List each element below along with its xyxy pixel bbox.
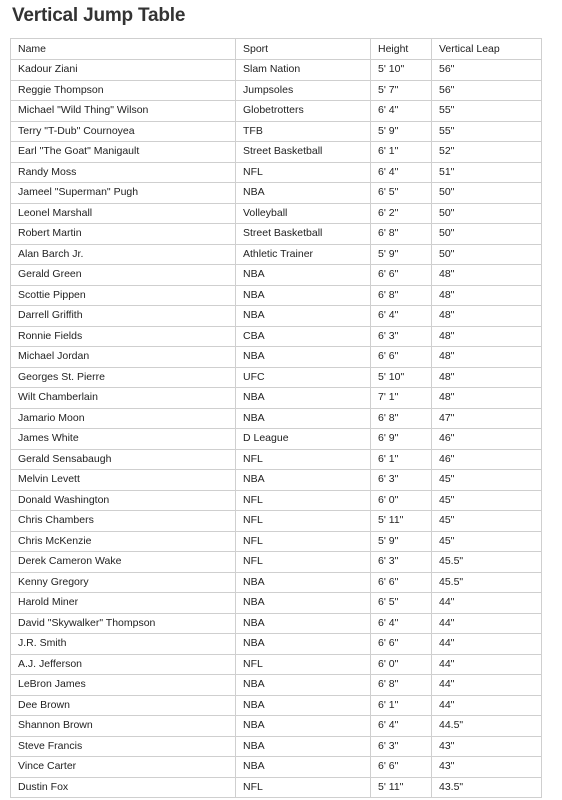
table-row bbox=[11, 634, 542, 655]
cell-height: 6' 4" bbox=[371, 162, 432, 183]
cell-height: 6' 4" bbox=[371, 613, 432, 634]
cell-sport: NBA bbox=[236, 675, 371, 696]
cell-vertical-leap: 50" bbox=[432, 183, 542, 204]
cell-vertical-leap: 45" bbox=[432, 531, 542, 552]
cell-vertical-leap: 46" bbox=[432, 429, 542, 450]
table-row bbox=[11, 757, 542, 778]
cell-sport: NBA bbox=[236, 716, 371, 737]
cell-name: Kadour Ziani bbox=[11, 60, 236, 81]
cell-name: David "Skywalker" Thompson bbox=[11, 613, 236, 634]
cell-height: 6' 3" bbox=[371, 736, 432, 757]
cell-sport: NFL bbox=[236, 449, 371, 470]
table-row bbox=[11, 265, 542, 286]
table-row bbox=[11, 60, 542, 81]
cell-vertical-leap: 50" bbox=[432, 244, 542, 265]
table-row bbox=[11, 101, 542, 122]
cell-height: 6' 0" bbox=[371, 490, 432, 511]
cell-name: Michael "Wild Thing" Wilson bbox=[11, 101, 236, 122]
cell-sport: Street Basketball bbox=[236, 224, 371, 245]
cell-name: Wilt Chamberlain bbox=[11, 388, 236, 409]
cell-name: James White bbox=[11, 429, 236, 450]
table-row bbox=[11, 675, 542, 696]
cell-name: Ronnie Fields bbox=[11, 326, 236, 347]
cell-sport: NFL bbox=[236, 531, 371, 552]
cell-height: 6' 6" bbox=[371, 757, 432, 778]
cell-height: 6' 9" bbox=[371, 429, 432, 450]
table-row bbox=[11, 593, 542, 614]
cell-height: 5' 9" bbox=[371, 531, 432, 552]
table-row bbox=[11, 183, 542, 204]
table-row bbox=[11, 367, 542, 388]
cell-height: 6' 1" bbox=[371, 142, 432, 163]
table-row bbox=[11, 306, 542, 327]
cell-height: 6' 5" bbox=[371, 593, 432, 614]
cell-sport: NBA bbox=[236, 388, 371, 409]
cell-name: LeBron James bbox=[11, 675, 236, 696]
cell-sport: NFL bbox=[236, 552, 371, 573]
cell-height: 5' 7" bbox=[371, 80, 432, 101]
table-row bbox=[11, 121, 542, 142]
cell-height: 5' 10" bbox=[371, 60, 432, 81]
table-row bbox=[11, 470, 542, 491]
cell-vertical-leap: 48" bbox=[432, 326, 542, 347]
cell-height: 5' 9" bbox=[371, 244, 432, 265]
cell-sport: NBA bbox=[236, 572, 371, 593]
cell-vertical-leap: 45" bbox=[432, 511, 542, 532]
cell-sport: Globetrotters bbox=[236, 101, 371, 122]
cell-sport: NBA bbox=[236, 593, 371, 614]
table-row bbox=[11, 142, 542, 163]
cell-height: 6' 6" bbox=[371, 265, 432, 286]
table-row bbox=[11, 490, 542, 511]
column-header-vertical-leap: Vertical Leap bbox=[432, 39, 542, 60]
table-row bbox=[11, 695, 542, 716]
cell-height: 5' 9" bbox=[371, 121, 432, 142]
cell-height: 5' 11" bbox=[371, 511, 432, 532]
cell-name: Leonel Marshall bbox=[11, 203, 236, 224]
cell-name: Jameel "Superman" Pugh bbox=[11, 183, 236, 204]
cell-vertical-leap: 45" bbox=[432, 490, 542, 511]
column-header-height: Height bbox=[371, 39, 432, 60]
cell-name: Robert Martin bbox=[11, 224, 236, 245]
table-row bbox=[11, 203, 542, 224]
table-row bbox=[11, 736, 542, 757]
table-row bbox=[11, 449, 542, 470]
cell-vertical-leap: 48" bbox=[432, 265, 542, 286]
cell-vertical-leap: 52" bbox=[432, 142, 542, 163]
cell-name: Harold Miner bbox=[11, 593, 236, 614]
cell-height: 6' 4" bbox=[371, 716, 432, 737]
cell-height: 6' 2" bbox=[371, 203, 432, 224]
cell-height: 5' 10" bbox=[371, 367, 432, 388]
cell-name: Randy Moss bbox=[11, 162, 236, 183]
cell-sport: NBA bbox=[236, 470, 371, 491]
cell-name: Vince Carter bbox=[11, 757, 236, 778]
cell-height: 6' 3" bbox=[371, 326, 432, 347]
cell-vertical-leap: 55" bbox=[432, 101, 542, 122]
cell-sport: NFL bbox=[236, 490, 371, 511]
cell-name: Melvin Levett bbox=[11, 470, 236, 491]
cell-sport: Slam Nation bbox=[236, 60, 371, 81]
cell-height: 6' 8" bbox=[371, 675, 432, 696]
table-header-row bbox=[11, 39, 542, 60]
cell-sport: D League bbox=[236, 429, 371, 450]
table-row bbox=[11, 654, 542, 675]
cell-name: Chris Chambers bbox=[11, 511, 236, 532]
cell-height: 6' 6" bbox=[371, 572, 432, 593]
cell-name: Gerald Sensabaugh bbox=[11, 449, 236, 470]
vertical-jump-table bbox=[10, 38, 542, 798]
cell-vertical-leap: 46" bbox=[432, 449, 542, 470]
cell-name: Donald Washington bbox=[11, 490, 236, 511]
cell-name: Shannon Brown bbox=[11, 716, 236, 737]
cell-vertical-leap: 48" bbox=[432, 285, 542, 306]
cell-name: Jamario Moon bbox=[11, 408, 236, 429]
cell-sport: NFL bbox=[236, 162, 371, 183]
cell-name: A.J. Jefferson bbox=[11, 654, 236, 675]
cell-sport: CBA bbox=[236, 326, 371, 347]
cell-vertical-leap: 44" bbox=[432, 695, 542, 716]
cell-sport: NBA bbox=[236, 695, 371, 716]
cell-name: Kenny Gregory bbox=[11, 572, 236, 593]
cell-name: Earl "The Goat" Manigault bbox=[11, 142, 236, 163]
table-row bbox=[11, 613, 542, 634]
cell-vertical-leap: 43.5" bbox=[432, 777, 542, 798]
cell-height: 5' 11" bbox=[371, 777, 432, 798]
table-row bbox=[11, 285, 542, 306]
cell-height: 6' 8" bbox=[371, 224, 432, 245]
cell-sport: NBA bbox=[236, 347, 371, 368]
table-row bbox=[11, 429, 542, 450]
cell-vertical-leap: 56" bbox=[432, 80, 542, 101]
table-row bbox=[11, 347, 542, 368]
cell-vertical-leap: 50" bbox=[432, 224, 542, 245]
cell-name: Gerald Green bbox=[11, 265, 236, 286]
table-row bbox=[11, 80, 542, 101]
cell-name: Georges St. Pierre bbox=[11, 367, 236, 388]
cell-name: Steve Francis bbox=[11, 736, 236, 757]
cell-sport: Athletic Trainer bbox=[236, 244, 371, 265]
cell-sport: Volleyball bbox=[236, 203, 371, 224]
cell-height: 6' 3" bbox=[371, 470, 432, 491]
cell-vertical-leap: 45" bbox=[432, 470, 542, 491]
column-header-name: Name bbox=[11, 39, 236, 60]
cell-sport: NBA bbox=[236, 408, 371, 429]
table-row bbox=[11, 511, 542, 532]
cell-height: 6' 3" bbox=[371, 552, 432, 573]
cell-name: Terry "T-Dub" Cournoyea bbox=[11, 121, 236, 142]
cell-sport: NBA bbox=[236, 285, 371, 306]
cell-name: Reggie Thompson bbox=[11, 80, 236, 101]
cell-height: 6' 0" bbox=[371, 654, 432, 675]
cell-vertical-leap: 44" bbox=[432, 634, 542, 655]
cell-height: 6' 4" bbox=[371, 306, 432, 327]
cell-vertical-leap: 47" bbox=[432, 408, 542, 429]
cell-sport: NBA bbox=[236, 757, 371, 778]
cell-vertical-leap: 48" bbox=[432, 388, 542, 409]
table-row bbox=[11, 552, 542, 573]
cell-name: Darrell Griffith bbox=[11, 306, 236, 327]
cell-vertical-leap: 55" bbox=[432, 121, 542, 142]
cell-sport: TFB bbox=[236, 121, 371, 142]
cell-name: Dee Brown bbox=[11, 695, 236, 716]
cell-vertical-leap: 48" bbox=[432, 306, 542, 327]
cell-sport: Jumpsoles bbox=[236, 80, 371, 101]
cell-vertical-leap: 51" bbox=[432, 162, 542, 183]
cell-name: Michael Jordan bbox=[11, 347, 236, 368]
cell-vertical-leap: 50" bbox=[432, 203, 542, 224]
cell-vertical-leap: 48" bbox=[432, 367, 542, 388]
table-row bbox=[11, 572, 542, 593]
cell-name: Derek Cameron Wake bbox=[11, 552, 236, 573]
table-row bbox=[11, 531, 542, 552]
cell-height: 6' 4" bbox=[371, 101, 432, 122]
cell-sport: UFC bbox=[236, 367, 371, 388]
table-row bbox=[11, 326, 542, 347]
cell-height: 7' 1" bbox=[371, 388, 432, 409]
cell-name: Alan Barch Jr. bbox=[11, 244, 236, 265]
cell-sport: NBA bbox=[236, 634, 371, 655]
table-row bbox=[11, 408, 542, 429]
cell-sport: NBA bbox=[236, 306, 371, 327]
cell-vertical-leap: 45.5" bbox=[432, 572, 542, 593]
page-title: Vertical Jump Table bbox=[12, 5, 186, 26]
table-row bbox=[11, 224, 542, 245]
table-row bbox=[11, 716, 542, 737]
cell-vertical-leap: 56" bbox=[432, 60, 542, 81]
table-row bbox=[11, 244, 542, 265]
cell-sport: NBA bbox=[236, 183, 371, 204]
cell-sport: Street Basketball bbox=[236, 142, 371, 163]
cell-vertical-leap: 43" bbox=[432, 736, 542, 757]
cell-height: 6' 1" bbox=[371, 695, 432, 716]
cell-vertical-leap: 45.5" bbox=[432, 552, 542, 573]
table-row bbox=[11, 777, 542, 798]
cell-height: 6' 5" bbox=[371, 183, 432, 204]
cell-height: 6' 8" bbox=[371, 408, 432, 429]
cell-name: Scottie Pippen bbox=[11, 285, 236, 306]
cell-name: Dustin Fox bbox=[11, 777, 236, 798]
cell-sport: NBA bbox=[236, 613, 371, 634]
cell-name: Chris McKenzie bbox=[11, 531, 236, 552]
column-header-sport: Sport bbox=[236, 39, 371, 60]
cell-sport: NFL bbox=[236, 777, 371, 798]
cell-vertical-leap: 48" bbox=[432, 347, 542, 368]
cell-vertical-leap: 43" bbox=[432, 757, 542, 778]
cell-height: 6' 6" bbox=[371, 347, 432, 368]
cell-vertical-leap: 44" bbox=[432, 613, 542, 634]
table-body bbox=[11, 60, 542, 798]
cell-sport: NFL bbox=[236, 511, 371, 532]
cell-height: 6' 8" bbox=[371, 285, 432, 306]
cell-vertical-leap: 44.5" bbox=[432, 716, 542, 737]
table-row bbox=[11, 162, 542, 183]
table-row bbox=[11, 388, 542, 409]
cell-vertical-leap: 44" bbox=[432, 654, 542, 675]
cell-name: J.R. Smith bbox=[11, 634, 236, 655]
cell-vertical-leap: 44" bbox=[432, 675, 542, 696]
cell-sport: NBA bbox=[236, 736, 371, 757]
cell-sport: NBA bbox=[236, 265, 371, 286]
cell-sport: NFL bbox=[236, 654, 371, 675]
cell-vertical-leap: 44" bbox=[432, 593, 542, 614]
cell-height: 6' 1" bbox=[371, 449, 432, 470]
cell-height: 6' 6" bbox=[371, 634, 432, 655]
